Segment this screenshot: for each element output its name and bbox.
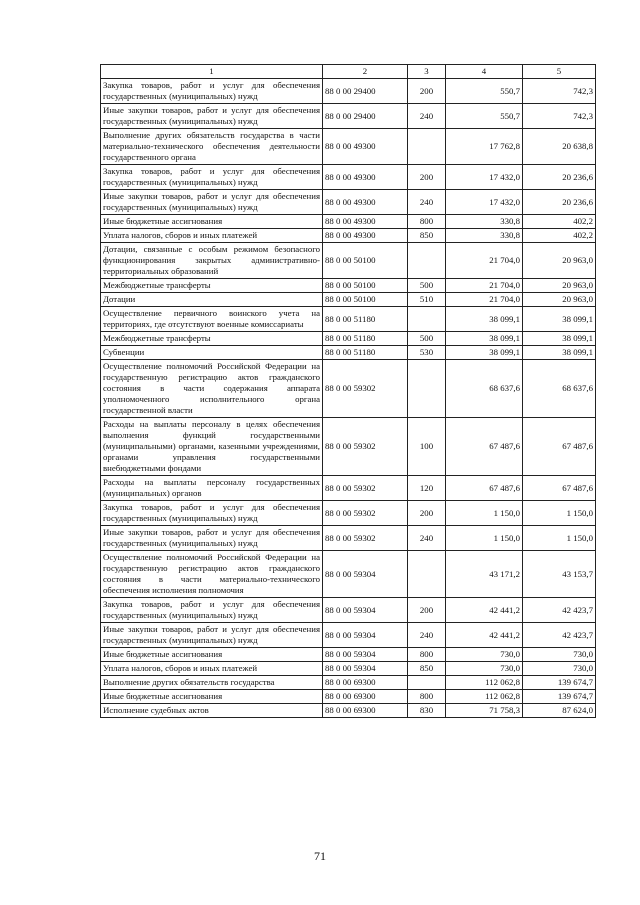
row-amount-2020-cell: 43 153,7 [523,551,596,598]
row-amount-2019-cell: 38 099,1 [446,307,523,332]
header-col-1: 1 [101,65,323,79]
row-amount-2019-cell: 730,0 [446,648,523,662]
table-row [101,346,596,360]
row-amount-2020-cell: 20 236,6 [523,190,596,215]
row-amount-2020-cell: 20 963,0 [523,279,596,293]
table-row [101,476,596,501]
row-expense-type-cell: 850 [408,229,446,243]
row-amount-2019-cell: 330,8 [446,215,523,229]
row-name-cell: Уплата налогов, сборов и иных платежей [101,662,323,676]
row-amount-2019-cell: 68 637,6 [446,360,523,418]
row-name-cell: Расходы на выплаты персоналу в целях обеспечения выполнения функций государственными (муниципальными) органами, казенными учреждениями, органами управления государственными внебюджетными фондами [101,418,323,476]
row-name-cell: Исполнение судебных актов [101,704,323,718]
header-col-3: 3 [408,65,446,79]
row-amount-2019-cell: 42 441,2 [446,598,523,623]
row-amount-2020-cell: 42 423,7 [523,598,596,623]
row-expense-type-cell: 240 [408,104,446,129]
table-row [101,229,596,243]
row-amount-2020-cell: 42 423,7 [523,623,596,648]
table-row [101,623,596,648]
row-expense-type-cell: 200 [408,598,446,623]
row-code-cell: 88 0 00 51180 [323,332,408,346]
row-name-cell: Закупка товаров, работ и услуг для обеспечения государственных (муниципальных) нужд [101,165,323,190]
row-amount-2019-cell: 21 704,0 [446,279,523,293]
row-code-cell: 88 0 00 49300 [323,229,408,243]
header-row [101,65,596,79]
header-col-2: 2 [323,65,408,79]
table-row [101,690,596,704]
row-expense-type-cell: 200 [408,501,446,526]
row-amount-2019-cell: 550,7 [446,104,523,129]
row-amount-2019-cell: 21 704,0 [446,293,523,307]
budget-table [100,64,596,718]
row-amount-2020-cell: 1 150,0 [523,501,596,526]
row-code-cell: 88 0 00 59304 [323,551,408,598]
row-amount-2020-cell: 20 963,0 [523,243,596,279]
row-amount-2020-cell: 402,2 [523,229,596,243]
table-body [101,79,596,718]
row-amount-2019-cell: 71 758,3 [446,704,523,718]
row-name-cell: Межбюджетные трансферты [101,332,323,346]
row-name-cell: Осуществление полномочий Российской Федерации на государственную регистрацию актов гражданского состояния в части материально-технического обеспечения исполнения полномочия [101,551,323,598]
row-amount-2020-cell: 139 674,7 [523,676,596,690]
row-code-cell: 88 0 00 49300 [323,215,408,229]
table-row [101,243,596,279]
row-name-cell: Иные бюджетные ассигнования [101,648,323,662]
row-expense-type-cell: 240 [408,623,446,648]
table-row [101,526,596,551]
row-expense-type-cell [408,129,446,165]
row-name-cell: Закупка товаров, работ и услуг для обеспечения государственных (муниципальных) нужд [101,501,323,526]
row-expense-type-cell [408,676,446,690]
row-code-cell: 88 0 00 69300 [323,690,408,704]
row-name-cell: Выполнение других обязательств государства [101,676,323,690]
row-expense-type-cell: 800 [408,690,446,704]
table-row [101,293,596,307]
row-amount-2019-cell: 17 432,0 [446,165,523,190]
row-expense-type-cell: 240 [408,190,446,215]
table-row [101,501,596,526]
row-amount-2019-cell: 550,7 [446,79,523,104]
row-expense-type-cell: 200 [408,165,446,190]
table-row [101,418,596,476]
row-amount-2020-cell: 139 674,7 [523,690,596,704]
row-name-cell: Осуществление полномочий Российской Федерации на государственную регистрацию актов гражданского состояния в части содержания аппарата уполномоченного исполнительного органа государственной власти [101,360,323,418]
row-amount-2019-cell: 17 762,8 [446,129,523,165]
row-code-cell: 88 0 00 29400 [323,79,408,104]
table-row [101,551,596,598]
row-expense-type-cell [408,307,446,332]
row-code-cell: 88 0 00 50100 [323,243,408,279]
table-row [101,676,596,690]
row-amount-2020-cell: 87 624,0 [523,704,596,718]
row-amount-2019-cell: 21 704,0 [446,243,523,279]
row-amount-2020-cell: 67 487,6 [523,476,596,501]
page-number: 71 [314,849,326,863]
row-expense-type-cell [408,551,446,598]
row-expense-type-cell: 120 [408,476,446,501]
table-row [101,307,596,332]
row-name-cell: Иные закупки товаров, работ и услуг для обеспечения государственных (муниципальных) нужд [101,526,323,551]
row-name-cell: Выполнение других обязательств государства в части материально-технического обеспечения деятельности государственного органа [101,129,323,165]
header-col-5: 5 [523,65,596,79]
row-amount-2019-cell: 42 441,2 [446,623,523,648]
row-expense-type-cell: 800 [408,215,446,229]
row-code-cell: 88 0 00 59304 [323,623,408,648]
row-code-cell: 88 0 00 51180 [323,307,408,332]
row-amount-2019-cell: 1 150,0 [446,526,523,551]
table-row [101,79,596,104]
row-name-cell: Межбюджетные трансферты [101,279,323,293]
row-code-cell: 88 0 00 49300 [323,190,408,215]
row-expense-type-cell: 500 [408,332,446,346]
row-expense-type-cell: 240 [408,526,446,551]
row-name-cell: Иные бюджетные ассигнования [101,690,323,704]
row-code-cell: 88 0 00 49300 [323,129,408,165]
table-row [101,648,596,662]
row-code-cell: 88 0 00 49300 [323,165,408,190]
table-row [101,104,596,129]
row-amount-2020-cell: 38 099,1 [523,346,596,360]
row-code-cell: 88 0 00 29400 [323,104,408,129]
row-name-cell: Закупка товаров, работ и услуг для обеспечения государственных (муниципальных) нужд [101,79,323,104]
table-row [101,662,596,676]
row-amount-2020-cell: 68 637,6 [523,360,596,418]
row-amount-2019-cell: 67 487,6 [446,476,523,501]
row-amount-2020-cell: 1 150,0 [523,526,596,551]
row-amount-2019-cell: 112 062,8 [446,676,523,690]
row-code-cell: 88 0 00 51180 [323,346,408,360]
table-row [101,279,596,293]
row-code-cell: 88 0 00 69300 [323,704,408,718]
table-row [101,704,596,718]
row-code-cell: 88 0 00 59302 [323,526,408,551]
row-amount-2019-cell: 17 432,0 [446,190,523,215]
row-expense-type-cell [408,360,446,418]
row-amount-2020-cell: 38 099,1 [523,307,596,332]
row-code-cell: 88 0 00 50100 [323,279,408,293]
row-expense-type-cell: 530 [408,346,446,360]
row-amount-2019-cell: 67 487,6 [446,418,523,476]
row-name-cell: Субвенции [101,346,323,360]
table-row [101,129,596,165]
row-expense-type-cell: 500 [408,279,446,293]
row-expense-type-cell: 510 [408,293,446,307]
row-code-cell: 88 0 00 59302 [323,360,408,418]
table-row [101,190,596,215]
row-amount-2020-cell: 742,3 [523,104,596,129]
row-amount-2020-cell: 20 236,6 [523,165,596,190]
row-amount-2020-cell: 20 638,8 [523,129,596,165]
table-row [101,332,596,346]
row-code-cell: 88 0 00 69300 [323,676,408,690]
row-name-cell: Расходы на выплаты персоналу государственных (муниципальных) органов [101,476,323,501]
table-row [101,215,596,229]
row-name-cell: Осуществление первичного воинского учета на территориях, где отсутствуют военные комиссариаты [101,307,323,332]
row-code-cell: 88 0 00 59304 [323,598,408,623]
row-amount-2019-cell: 38 099,1 [446,332,523,346]
row-name-cell: Иные закупки товаров, работ и услуг для обеспечения государственных (муниципальных) нужд [101,104,323,129]
row-expense-type-cell: 850 [408,662,446,676]
row-expense-type-cell: 830 [408,704,446,718]
row-name-cell: Уплата налогов, сборов и иных платежей [101,229,323,243]
header-col-4: 4 [446,65,523,79]
row-expense-type-cell: 800 [408,648,446,662]
row-amount-2020-cell: 38 099,1 [523,332,596,346]
table-row [101,598,596,623]
row-amount-2020-cell: 67 487,6 [523,418,596,476]
row-code-cell: 88 0 00 59302 [323,501,408,526]
row-name-cell: Дотации [101,293,323,307]
row-amount-2019-cell: 38 099,1 [446,346,523,360]
row-code-cell: 88 0 00 59304 [323,662,408,676]
row-name-cell: Иные закупки товаров, работ и услуг для обеспечения государственных (муниципальных) нужд [101,190,323,215]
row-name-cell: Дотации, связанные с особым режимом безопасного функционирования закрытых административно-территориальных образований [101,243,323,279]
row-expense-type-cell [408,243,446,279]
row-amount-2020-cell: 20 963,0 [523,293,596,307]
table-row [101,360,596,418]
row-expense-type-cell: 200 [408,79,446,104]
row-amount-2020-cell: 742,3 [523,79,596,104]
row-code-cell: 88 0 00 50100 [323,293,408,307]
row-amount-2019-cell: 112 062,8 [446,690,523,704]
row-name-cell: Иные бюджетные ассигнования [101,215,323,229]
row-name-cell: Закупка товаров, работ и услуг для обеспечения государственных (муниципальных) нужд [101,598,323,623]
row-amount-2019-cell: 330,8 [446,229,523,243]
row-amount-2019-cell: 1 150,0 [446,501,523,526]
row-name-cell: Иные закупки товаров, работ и услуг для обеспечения государственных (муниципальных) нужд [101,623,323,648]
row-amount-2020-cell: 730,0 [523,648,596,662]
row-code-cell: 88 0 00 59302 [323,476,408,501]
row-amount-2019-cell: 730,0 [446,662,523,676]
row-amount-2020-cell: 402,2 [523,215,596,229]
row-code-cell: 88 0 00 59304 [323,648,408,662]
table-row [101,165,596,190]
row-amount-2019-cell: 43 171,2 [446,551,523,598]
row-amount-2020-cell: 730,0 [523,662,596,676]
row-expense-type-cell: 100 [408,418,446,476]
row-code-cell: 88 0 00 59302 [323,418,408,476]
